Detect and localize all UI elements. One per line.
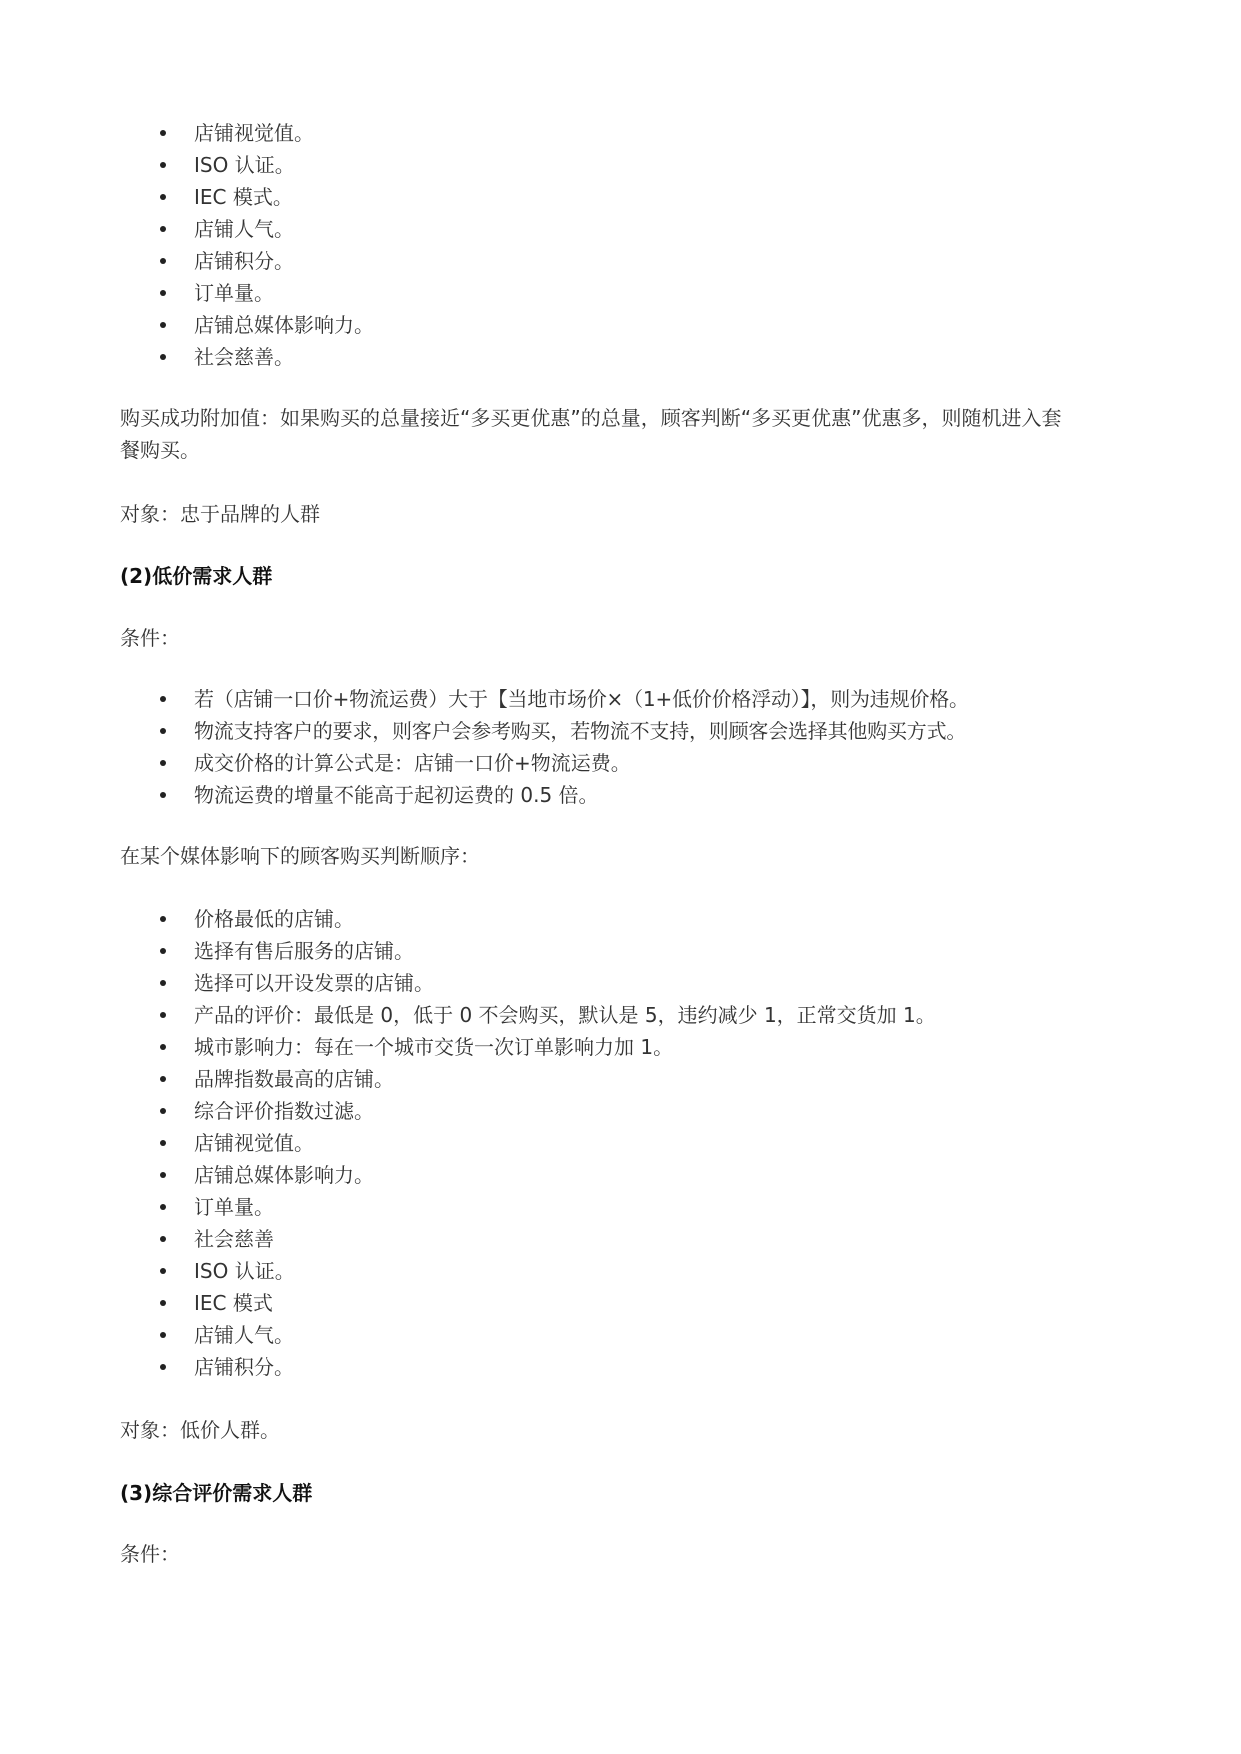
list-item: IEC 模式 <box>194 1291 273 1315</box>
list-item: 若（店铺一口价+物流运费）大于【当地市场价×（1+低价价格浮动）】，则为违规价格。 <box>194 687 969 711</box>
list-item: 物流支持客户的要求，则客户会参考购买，若物流不支持，则顾客会选择其他购买方式。 <box>194 719 967 743</box>
list-item: 店铺总媒体影响力。 <box>194 1163 374 1187</box>
conditions-label: 条件： <box>120 1542 180 1566</box>
list-item: 社会慈善 <box>194 1227 274 1251</box>
list-item: ISO 认证。 <box>194 1259 295 1283</box>
list-item: 店铺总媒体影响力。 <box>194 313 374 337</box>
bonus-paragraph-line: 购买成功附加值：如果购买的总量接近“多买更优惠”的总量，顾客判断“多买更优惠”优惠多，则随机进入套 <box>120 406 1062 430</box>
list-item: 物流运费的增量不能高于起初运费的 0.5 倍。 <box>194 783 599 807</box>
list-item: 选择可以开设发票的店铺。 <box>194 971 434 995</box>
bonus-paragraph-line: 餐购买。 <box>120 438 200 462</box>
list-item: 价格最低的店铺。 <box>194 907 354 931</box>
list-item: 店铺视觉值。 <box>194 121 314 145</box>
list-item: 店铺人气。 <box>194 1323 294 1347</box>
target-audience-text: 对象：低价人群。 <box>120 1418 280 1442</box>
list-item: 店铺积分。 <box>194 1355 294 1379</box>
conditions-label: 条件： <box>120 626 180 650</box>
list-item: 订单量。 <box>194 1195 274 1219</box>
list-item: IEC 模式。 <box>194 185 293 209</box>
list-item: 成交价格的计算公式是：店铺一口价+物流运费。 <box>194 751 631 775</box>
list-item: 选择有售后服务的店铺。 <box>194 939 414 963</box>
section-heading: (2)低价需求人群 <box>120 564 273 588</box>
section-heading: (3)综合评价需求人群 <box>120 1481 313 1505</box>
list-item: 综合评价指数过滤。 <box>194 1099 374 1123</box>
list-item: 社会慈善。 <box>194 345 294 369</box>
list-item: 城市影响力：每在一个城市交货一次订单影响力加 1。 <box>194 1035 674 1059</box>
list-item: 店铺人气。 <box>194 217 294 241</box>
list-item: 店铺积分。 <box>194 249 294 273</box>
list-item: 订单量。 <box>194 281 274 305</box>
list-item: 店铺视觉值。 <box>194 1131 314 1155</box>
list-item: 产品的评价：最低是 0，低于 0 不会购买，默认是 5，违约减少 1，正常交货加 1。 <box>194 1003 936 1027</box>
order-intro-text: 在某个媒体影响下的顾客购买判断顺序： <box>120 844 480 868</box>
list-item: ISO 认证。 <box>194 153 295 177</box>
list-item: 品牌指数最高的店铺。 <box>194 1067 394 1091</box>
target-audience-text: 对象：忠于品牌的人群 <box>120 502 320 526</box>
